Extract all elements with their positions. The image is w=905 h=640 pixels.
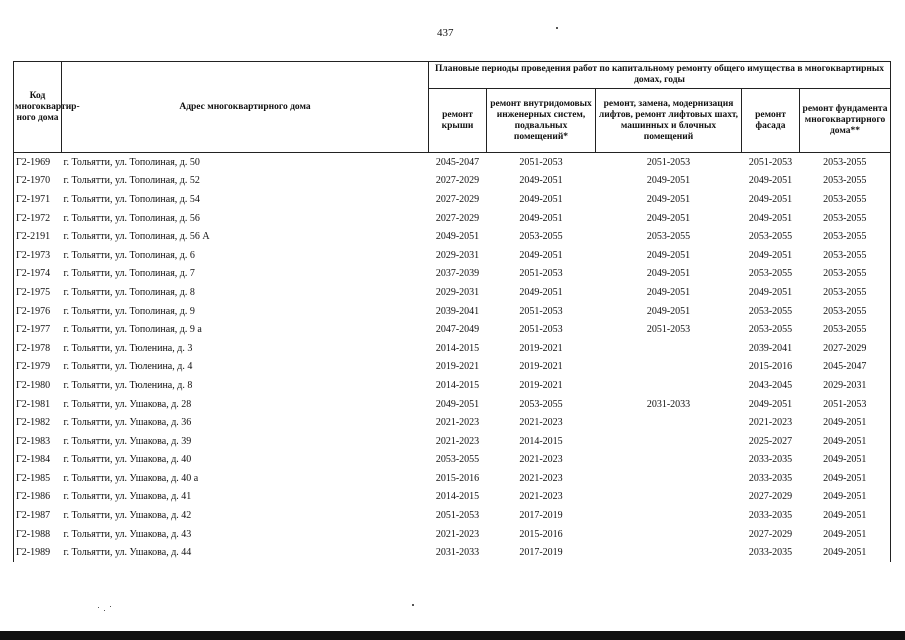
cell-code: Г2-1988 xyxy=(14,525,62,544)
cell-systems: 2021-2023 xyxy=(519,417,563,429)
table-row xyxy=(14,432,891,451)
cell-lifts xyxy=(596,339,742,358)
cell-facade: 2049-2051 xyxy=(748,398,793,410)
cell-facade: 2033-2035 xyxy=(748,454,793,466)
cell-facade: 2033-2035 xyxy=(748,547,793,559)
cell-facade: 2053-2055 xyxy=(748,324,793,336)
cell-code: Г2-1973 xyxy=(14,246,62,265)
cell-foundation: 2045-2047 xyxy=(800,358,891,377)
cell-code: Г2-1975 xyxy=(14,283,62,302)
table-row xyxy=(14,395,891,414)
cell-roof: 2047-2049 xyxy=(435,324,480,336)
cell-foundation: 2053-2055 xyxy=(800,172,891,191)
header-lifts: ремонт, замена, модернизация лифтов, ремонт лифтовых шахт, машинных и блочных помещений xyxy=(596,89,742,153)
cell-roof: 2029-2031 xyxy=(435,249,480,261)
cell-systems: 2051-2053 xyxy=(519,268,563,280)
cell-lifts: 2049-2051 xyxy=(646,286,691,298)
table-body xyxy=(14,153,891,563)
cell-roof: 2021-2023 xyxy=(435,417,480,429)
table-row xyxy=(14,246,891,265)
cell-foundation: 2049-2051 xyxy=(800,432,891,451)
cell-foundation: 2049-2051 xyxy=(800,488,891,507)
scan-speck xyxy=(98,607,99,608)
cell-systems: 2015-2016 xyxy=(519,528,563,540)
cell-foundation: 2027-2029 xyxy=(800,339,891,358)
cell-systems: 2021-2023 xyxy=(519,491,563,503)
cell-systems: 2021-2023 xyxy=(519,472,563,484)
header-group: Плановые периоды проведения работ по капитальному ремонту общего имущества в многоквартирных домах, годы xyxy=(429,62,891,89)
cell-code: Г2-1971 xyxy=(14,190,62,209)
cell-lifts: 2051-2053 xyxy=(646,324,691,336)
table-row xyxy=(14,506,891,525)
cell-address: г. Тольятти, ул. Тополиная, д. 8 xyxy=(63,286,195,298)
table-row xyxy=(14,283,891,302)
cell-roof: 2015-2016 xyxy=(435,472,480,484)
cell-code: Г2-1983 xyxy=(14,432,62,451)
cell-lifts xyxy=(596,451,742,470)
cell-facade: 2053-2055 xyxy=(748,305,793,317)
table-row xyxy=(14,172,891,191)
cell-foundation: 2051-2053 xyxy=(800,395,891,414)
cell-foundation: 2049-2051 xyxy=(800,525,891,544)
cell-lifts xyxy=(596,376,742,395)
cell-facade: 2027-2029 xyxy=(748,491,793,503)
cell-facade: 2049-2051 xyxy=(748,175,793,187)
cell-lifts xyxy=(596,543,742,562)
cell-foundation: 2049-2051 xyxy=(800,451,891,470)
cell-roof: 2027-2029 xyxy=(435,212,480,224)
cell-roof: 2014-2015 xyxy=(435,342,480,354)
cell-facade: 2021-2023 xyxy=(748,417,793,429)
cell-systems: 2017-2019 xyxy=(519,547,563,559)
cell-systems: 2051-2053 xyxy=(519,305,563,317)
cell-foundation: 2053-2055 xyxy=(800,302,891,321)
cell-address: г. Тольятти, ул. Тополиная, д. 9 xyxy=(63,305,195,317)
cell-roof: 2014-2015 xyxy=(435,491,480,503)
cell-systems: 2049-2051 xyxy=(519,212,563,224)
cell-foundation: 2053-2055 xyxy=(800,153,891,172)
cell-roof: 2051-2053 xyxy=(435,510,480,522)
table-row xyxy=(14,227,891,246)
cell-lifts: 2051-2053 xyxy=(596,153,742,172)
cell-address: г. Тольятти, ул. Ушакова, д. 39 xyxy=(63,435,192,447)
cell-address: г. Тольятти, ул. Тополиная, д. 6 xyxy=(63,249,195,261)
cell-lifts: 2053-2055 xyxy=(646,231,691,243)
cell-code: Г2-1972 xyxy=(14,209,62,228)
cell-foundation: 2053-2055 xyxy=(800,190,891,209)
cell-roof: 2021-2023 xyxy=(435,528,480,540)
cell-code: Г2-1977 xyxy=(14,320,62,339)
cell-address: г. Тольятти, ул. Тополиная, д. 50 xyxy=(62,153,429,172)
cell-roof: 2053-2055 xyxy=(435,454,480,466)
cell-address: г. Тольятти, ул. Тюленина, д. 3 xyxy=(63,342,193,354)
table-row xyxy=(14,209,891,228)
cell-facade: 2043-2045 xyxy=(748,379,793,391)
cell-foundation: 2049-2051 xyxy=(800,506,891,525)
table-row xyxy=(14,469,891,488)
cell-roof: 2031-2033 xyxy=(435,547,480,559)
cell-roof: 2049-2051 xyxy=(435,398,480,410)
cell-code: Г2-1974 xyxy=(14,265,62,284)
cell-lifts: 2049-2051 xyxy=(646,305,691,317)
cell-systems: 2017-2019 xyxy=(519,510,563,522)
header-code: Код многоквартир-ного дома xyxy=(14,62,62,153)
cell-facade: 2027-2029 xyxy=(748,528,793,540)
cell-code: Г2-2191 xyxy=(14,227,62,246)
cell-facade: 2015-2016 xyxy=(748,361,793,373)
cell-lifts xyxy=(596,358,742,377)
table-row xyxy=(14,320,891,339)
cell-foundation: 2049-2051 xyxy=(800,413,891,432)
cell-lifts xyxy=(596,525,742,544)
cell-address: г. Тольятти, ул. Тополиная, д. 7 xyxy=(63,268,195,280)
cell-systems: 2021-2023 xyxy=(519,454,563,466)
cell-address: г. Тольятти, ул. Ушакова, д. 40 а xyxy=(63,472,199,484)
cell-code: Г2-1985 xyxy=(14,469,62,488)
cell-address: г. Тольятти, ул. Ушакова, д. 28 xyxy=(63,398,192,410)
cell-roof: 2019-2021 xyxy=(435,361,480,373)
table-row xyxy=(14,265,891,284)
cell-lifts: 2049-2051 xyxy=(646,193,691,205)
cell-systems: 2019-2021 xyxy=(519,361,563,373)
table-row xyxy=(14,413,891,432)
header-facade: ремонт фасада xyxy=(742,89,800,153)
cell-foundation: 2053-2055 xyxy=(800,265,891,284)
cell-code: Г2-1982 xyxy=(14,413,62,432)
cell-code: Г2-1969 xyxy=(14,153,62,172)
cell-lifts xyxy=(596,413,742,432)
cell-address: г. Тольятти, ул. Тюленина, д. 8 xyxy=(63,379,193,391)
cell-lifts: 2031-2033 xyxy=(646,398,691,410)
cell-facade: 2033-2035 xyxy=(748,472,793,484)
scan-speck xyxy=(556,27,558,29)
cell-systems: 2049-2051 xyxy=(519,286,563,298)
cell-lifts: 2049-2051 xyxy=(646,268,691,280)
header-systems: ремонт внутридомовых инженерных систем, подвальных помещений* xyxy=(487,89,596,153)
table-row xyxy=(14,358,891,377)
cell-roof: 2029-2031 xyxy=(435,286,480,298)
cell-address: г. Тольятти, ул. Ушакова, д. 40 xyxy=(63,454,192,466)
cell-foundation: 2053-2055 xyxy=(800,320,891,339)
cell-roof: 2049-2051 xyxy=(435,231,480,243)
cell-facade: 2053-2055 xyxy=(748,268,793,280)
table-row xyxy=(14,190,891,209)
cell-facade: 2025-2027 xyxy=(748,435,793,447)
cell-roof: 2037-2039 xyxy=(435,268,480,280)
cell-code: Г2-1987 xyxy=(14,506,62,525)
header-roof: ремонт крыши xyxy=(429,89,487,153)
cell-systems: 2051-2053 xyxy=(487,153,596,172)
table-row xyxy=(14,543,891,562)
cell-address: г. Тольятти, ул. Тополиная, д. 9 а xyxy=(63,324,202,336)
cell-foundation: 2053-2055 xyxy=(800,246,891,265)
cell-roof: 2045-2047 xyxy=(429,153,487,172)
cell-roof: 2027-2029 xyxy=(435,193,480,205)
cell-roof: 2021-2023 xyxy=(435,435,480,447)
scan-bottom-edge xyxy=(0,631,905,640)
cell-lifts xyxy=(596,488,742,507)
cell-roof: 2027-2029 xyxy=(435,175,480,187)
cell-code: Г2-1989 xyxy=(14,543,62,562)
cell-roof: 2014-2015 xyxy=(435,379,480,391)
cell-lifts xyxy=(596,432,742,451)
cell-facade: 2033-2035 xyxy=(748,510,793,522)
page-number: 437 xyxy=(437,27,454,39)
cell-systems: 2019-2021 xyxy=(519,379,563,391)
cell-systems: 2053-2055 xyxy=(519,231,563,243)
table-row xyxy=(14,451,891,470)
cell-facade: 2039-2041 xyxy=(748,342,793,354)
cell-address: г. Тольятти, ул. Тополиная, д. 56 А xyxy=(63,231,210,243)
cell-systems: 2019-2021 xyxy=(519,342,563,354)
cell-foundation: 2053-2055 xyxy=(800,209,891,228)
capital-repair-table xyxy=(13,61,891,562)
cell-code: Г2-1970 xyxy=(14,172,62,191)
scan-speck xyxy=(412,604,414,606)
cell-systems: 2049-2051 xyxy=(519,175,563,187)
cell-address: г. Тольятти, ул. Ушакова, д. 36 xyxy=(63,417,192,429)
table-row xyxy=(14,339,891,358)
cell-lifts: 2049-2051 xyxy=(646,249,691,261)
scan-speck xyxy=(110,606,111,607)
cell-code: Г2-1981 xyxy=(14,395,62,414)
cell-lifts: 2049-2051 xyxy=(646,175,691,187)
cell-address: г. Тольятти, ул. Ушакова, д. 44 xyxy=(63,547,192,559)
cell-address: г. Тольятти, ул. Ушакова, д. 43 xyxy=(63,528,192,540)
cell-foundation: 2049-2051 xyxy=(800,543,891,562)
cell-facade: 2049-2051 xyxy=(748,249,793,261)
cell-code: Г2-1980 xyxy=(14,376,62,395)
cell-facade: 2051-2053 xyxy=(742,153,800,172)
cell-code: Г2-1986 xyxy=(14,488,62,507)
cell-foundation: 2049-2051 xyxy=(800,469,891,488)
table-row xyxy=(14,525,891,544)
cell-code: Г2-1976 xyxy=(14,302,62,321)
cell-roof: 2039-2041 xyxy=(435,305,480,317)
cell-facade: 2049-2051 xyxy=(748,286,793,298)
cell-systems: 2049-2051 xyxy=(519,249,563,261)
cell-lifts xyxy=(596,469,742,488)
table-row xyxy=(14,376,891,395)
cell-systems: 2014-2015 xyxy=(519,435,563,447)
cell-address: г. Тольятти, ул. Тополиная, д. 56 xyxy=(63,212,200,224)
cell-code: Г2-1979 xyxy=(14,358,62,377)
header-foundation: ремонт фундамента многоквартирного дома** xyxy=(800,89,891,153)
cell-lifts xyxy=(596,506,742,525)
table-row xyxy=(14,153,891,172)
cell-address: г. Тольятти, ул. Ушакова, д. 42 xyxy=(63,510,192,522)
table-row xyxy=(14,302,891,321)
table-row xyxy=(14,488,891,507)
cell-address: г. Тольятти, ул. Тюленина, д. 4 xyxy=(63,361,193,373)
cell-lifts: 2049-2051 xyxy=(646,212,691,224)
cell-address: г. Тольятти, ул. Тополиная, д. 52 xyxy=(63,175,200,187)
cell-code: Г2-1978 xyxy=(14,339,62,358)
cell-code: Г2-1984 xyxy=(14,451,62,470)
cell-facade: 2049-2051 xyxy=(748,193,793,205)
cell-foundation: 2029-2031 xyxy=(800,376,891,395)
cell-systems: 2051-2053 xyxy=(519,324,563,336)
cell-foundation: 2053-2055 xyxy=(800,283,891,302)
cell-systems: 2049-2051 xyxy=(519,193,563,205)
cell-facade: 2053-2055 xyxy=(748,231,793,243)
cell-address: г. Тольятти, ул. Ушакова, д. 41 xyxy=(63,491,192,503)
cell-systems: 2053-2055 xyxy=(519,398,563,410)
header-address: Адрес многоквартирного дома xyxy=(62,62,429,153)
cell-foundation: 2053-2055 xyxy=(800,227,891,246)
scan-speck xyxy=(104,610,105,611)
cell-address: г. Тольятти, ул. Тополиная, д. 54 xyxy=(63,193,200,205)
cell-facade: 2049-2051 xyxy=(748,212,793,224)
